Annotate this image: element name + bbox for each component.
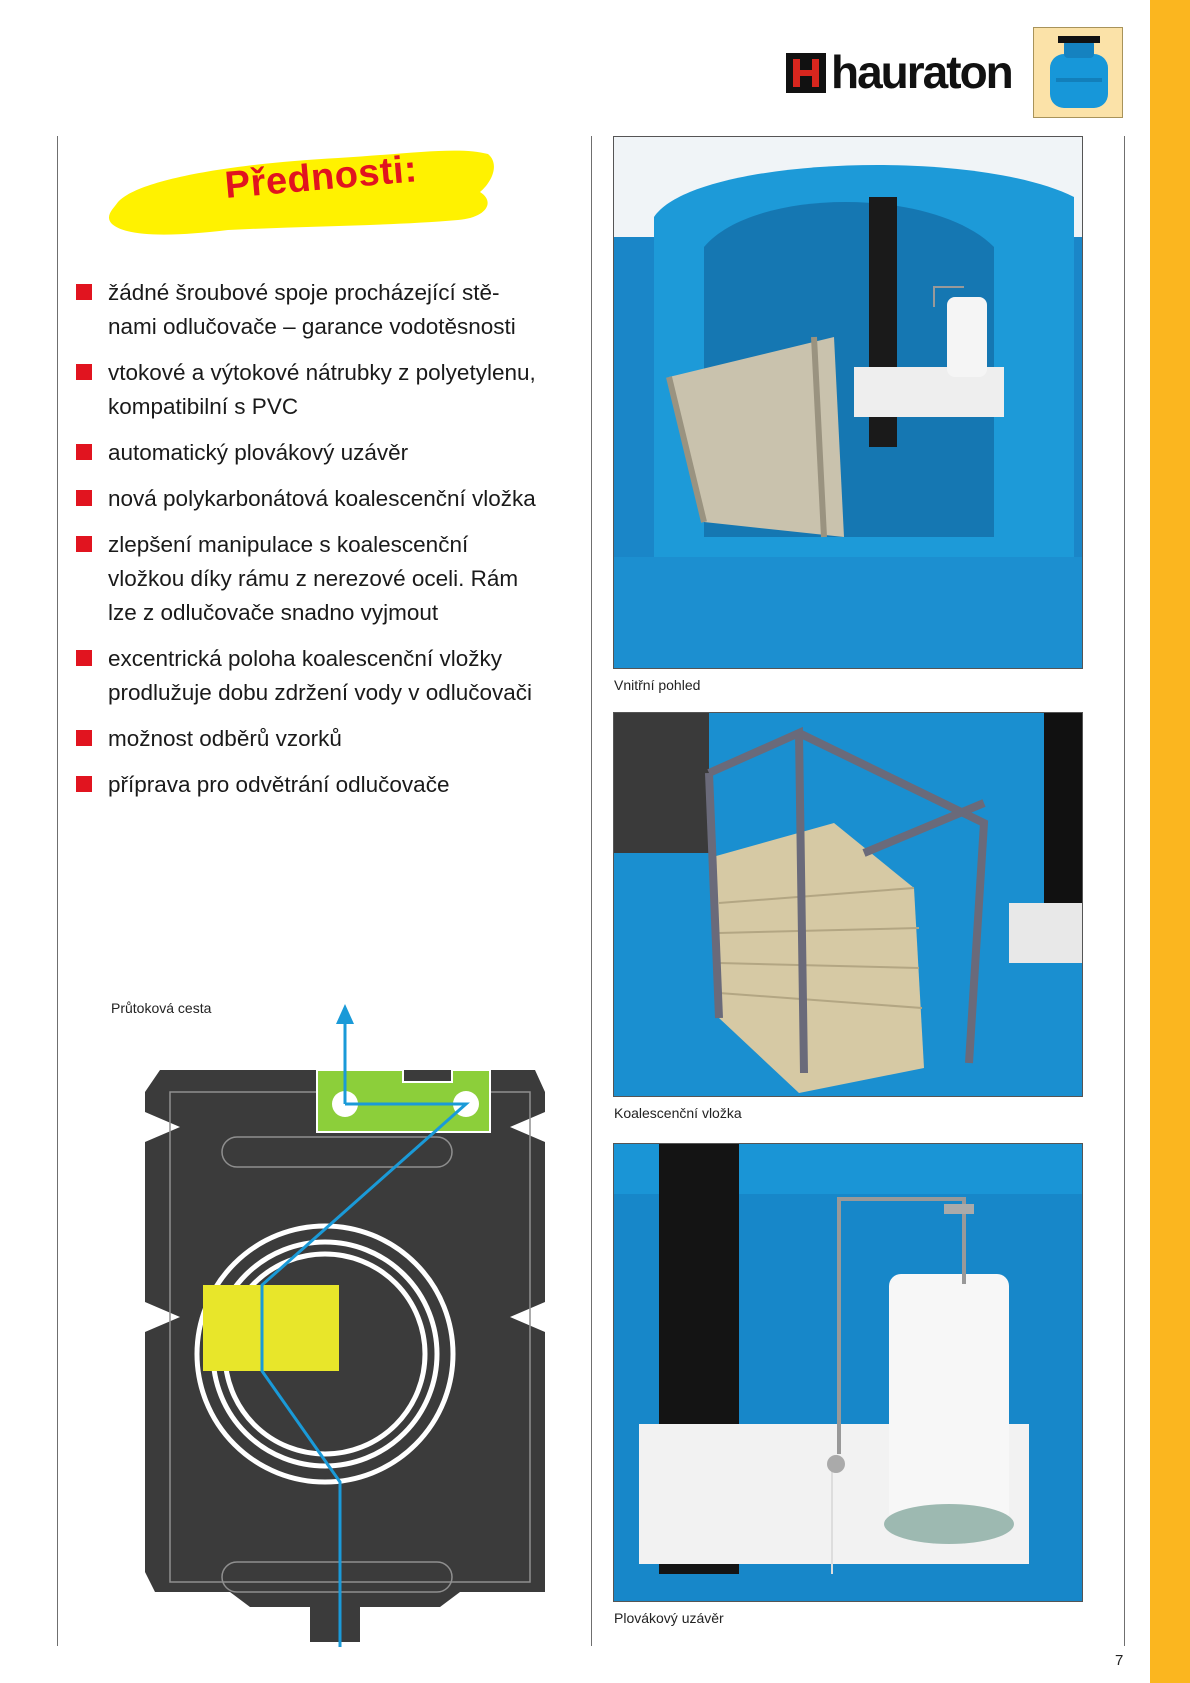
- page-number: 7: [1115, 1652, 1124, 1669]
- bullet-square-icon: [76, 364, 92, 380]
- list-item: možnost odběrů vzorků: [76, 722, 576, 756]
- separator-thumbnail: [1033, 27, 1123, 118]
- list-item: automatický plovákový uzávěr: [76, 436, 576, 470]
- list-item: příprava pro odvětrání odlučovače: [76, 768, 576, 802]
- flow-path-diagram: [140, 1002, 560, 1647]
- photo-float-valve: [613, 1143, 1083, 1602]
- bullet-square-icon: [76, 776, 92, 792]
- logo-text: hauraton: [831, 46, 1012, 98]
- flow-path-label: Průtoková cesta: [111, 1000, 212, 1016]
- list-item: nová polykarbonátová koalescenční vložka: [76, 482, 576, 516]
- logo-mark-icon: [786, 53, 826, 93]
- list-item: excentrická poloha koalescenční vložky prodlužuje dobu zdržení vody v odlučovači: [76, 642, 576, 710]
- photo-interior-view: [613, 136, 1083, 669]
- list-item: žádné šroubové spoje procházející stě- nami odlučovače – garance vodotěsnosti: [76, 276, 576, 344]
- list-item: zlepšení manipulace s koalescenční vložkou díky rámu z nerezové oceli. Rám lze z odlučovače snadno vyjmout: [76, 528, 576, 630]
- bullet-square-icon: [76, 730, 92, 746]
- photo-caption: Plovákový uzávěr: [614, 1610, 724, 1626]
- photo-caption: Koalescenční vložka: [614, 1105, 742, 1121]
- bullet-square-icon: [76, 650, 92, 666]
- features-list: [76, 276, 576, 814]
- bullet-square-icon: [76, 444, 92, 460]
- bullet-square-icon: [76, 284, 92, 300]
- list-item: vtokové a výtokové nátrubky z polyetylenu, kompatibilní s PVC: [76, 356, 576, 424]
- hauraton-logo: [786, 46, 1014, 98]
- bullet-square-icon: [76, 536, 92, 552]
- column-rule-left: [57, 136, 58, 1646]
- accent-side-band: [1150, 0, 1190, 1683]
- photo-caption: Vnitřní pohled: [614, 677, 701, 693]
- photo-coalescence-insert: [613, 712, 1083, 1097]
- bullet-square-icon: [76, 490, 92, 506]
- section-title: Přednosti:: [223, 148, 419, 207]
- column-rule-middle: [591, 136, 592, 1646]
- column-rule-right: [1124, 136, 1125, 1646]
